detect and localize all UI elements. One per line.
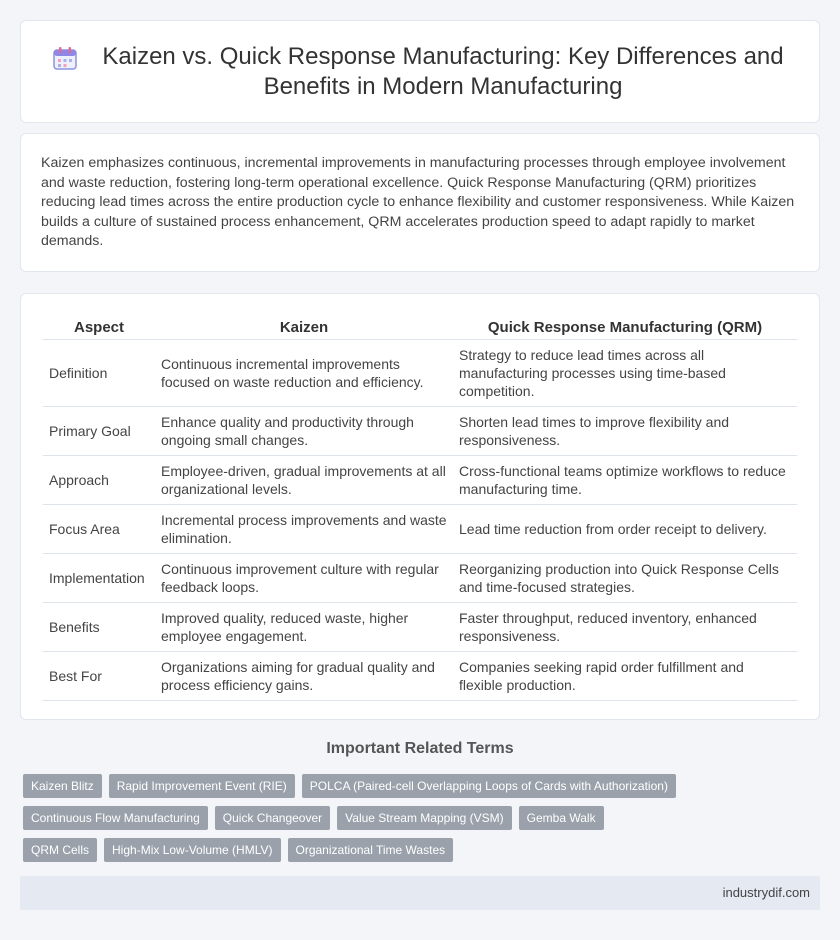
- row-kaizen: Enhance quality and productivity through ongoing small changes.: [155, 407, 453, 456]
- related-term-tag[interactable]: Organizational Time Wastes: [288, 838, 454, 862]
- row-qrm: Strategy to reduce lead times across all manufacturing processes using time-based competition.: [453, 340, 797, 407]
- related-term-tag[interactable]: Kaizen Blitz: [23, 774, 102, 798]
- table-row: [43, 554, 797, 603]
- related-term-tag[interactable]: QRM Cells: [23, 838, 97, 862]
- related-term-tag[interactable]: Continuous Flow Manufacturing: [23, 806, 208, 830]
- intro-card: [20, 133, 820, 272]
- row-qrm: Shorten lead times to improve flexibility and responsiveness.: [453, 407, 797, 456]
- table-row: [43, 603, 797, 652]
- related-term-tag[interactable]: Rapid Improvement Event (RIE): [109, 774, 295, 798]
- related-term-tag[interactable]: Quick Changeover: [215, 806, 330, 830]
- related-term-tag[interactable]: Gemba Walk: [519, 806, 604, 830]
- page-title: Kaizen vs. Quick Response Manufacturing: Key Differences and Benefits in Modern Manufacturing: [102, 42, 784, 100]
- intro-paragraph: Kaizen emphasizes continuous, incremental improvements in manufacturing processes through employee involvement and waste reduction, fostering long-term operational excellence. Quick Response Manufacturing (QRM) prioritizes reducing lead times across the entire production cycle to enhance flexibility and customer responsiveness. While Kaizen builds a culture of sustained process enhancement, QRM accelerates production speed to adapt rapidly to market demands.: [41, 155, 795, 250]
- footer-site-link[interactable]: industrydif.com: [722, 885, 810, 900]
- related-terms-list: [23, 774, 683, 870]
- footer: [20, 876, 820, 910]
- table-row: [43, 505, 797, 554]
- header-qrm: Quick Response Manufacturing (QRM): [453, 314, 797, 340]
- comparison-table-card: [20, 293, 820, 720]
- related-term-tag[interactable]: POLCA (Paired-cell Overlapping Loops of Cards with Authorization): [302, 774, 676, 798]
- row-qrm: Cross-functional teams optimize workflows to reduce manufacturing time.: [453, 456, 797, 505]
- row-aspect: Implementation: [43, 554, 155, 603]
- header-aspect: Aspect: [43, 314, 155, 340]
- row-aspect: Approach: [43, 456, 155, 505]
- table-row: [43, 652, 797, 701]
- calendar-icon: [51, 44, 79, 72]
- row-qrm: Reorganizing production into Quick Response Cells and time-focused strategies.: [453, 554, 797, 603]
- row-aspect: Focus Area: [43, 505, 155, 554]
- row-kaizen: Continuous incremental improvements focused on waste reduction and efficiency.: [155, 340, 453, 407]
- header-kaizen: Kaizen: [155, 314, 453, 340]
- related-term-tag[interactable]: High-Mix Low-Volume (HMLV): [104, 838, 280, 862]
- row-aspect: Primary Goal: [43, 407, 155, 456]
- comparison-table: [43, 314, 797, 701]
- row-qrm: Faster throughput, reduced inventory, enhanced responsiveness.: [453, 603, 797, 652]
- related-terms-heading: Important Related Terms: [326, 740, 514, 757]
- row-kaizen: Incremental process improvements and waste elimination.: [155, 505, 453, 554]
- row-aspect: Best For: [43, 652, 155, 701]
- related-term-tag[interactable]: Value Stream Mapping (VSM): [337, 806, 512, 830]
- table-header-row: [43, 314, 797, 340]
- row-aspect: Definition: [43, 340, 155, 407]
- row-kaizen: Organizations aiming for gradual quality and process efficiency gains.: [155, 652, 453, 701]
- row-kaizen: Improved quality, reduced waste, higher employee engagement.: [155, 603, 453, 652]
- table-row: [43, 340, 797, 407]
- row-kaizen: Employee-driven, gradual improvements at all organizational levels.: [155, 456, 453, 505]
- header-card: [20, 20, 820, 123]
- row-qrm: Companies seeking rapid order fulfillment and flexible production.: [453, 652, 797, 701]
- row-qrm: Lead time reduction from order receipt to delivery.: [453, 505, 797, 554]
- table-row: [43, 456, 797, 505]
- table-row: [43, 407, 797, 456]
- row-kaizen: Continuous improvement culture with regular feedback loops.: [155, 554, 453, 603]
- row-aspect: Benefits: [43, 603, 155, 652]
